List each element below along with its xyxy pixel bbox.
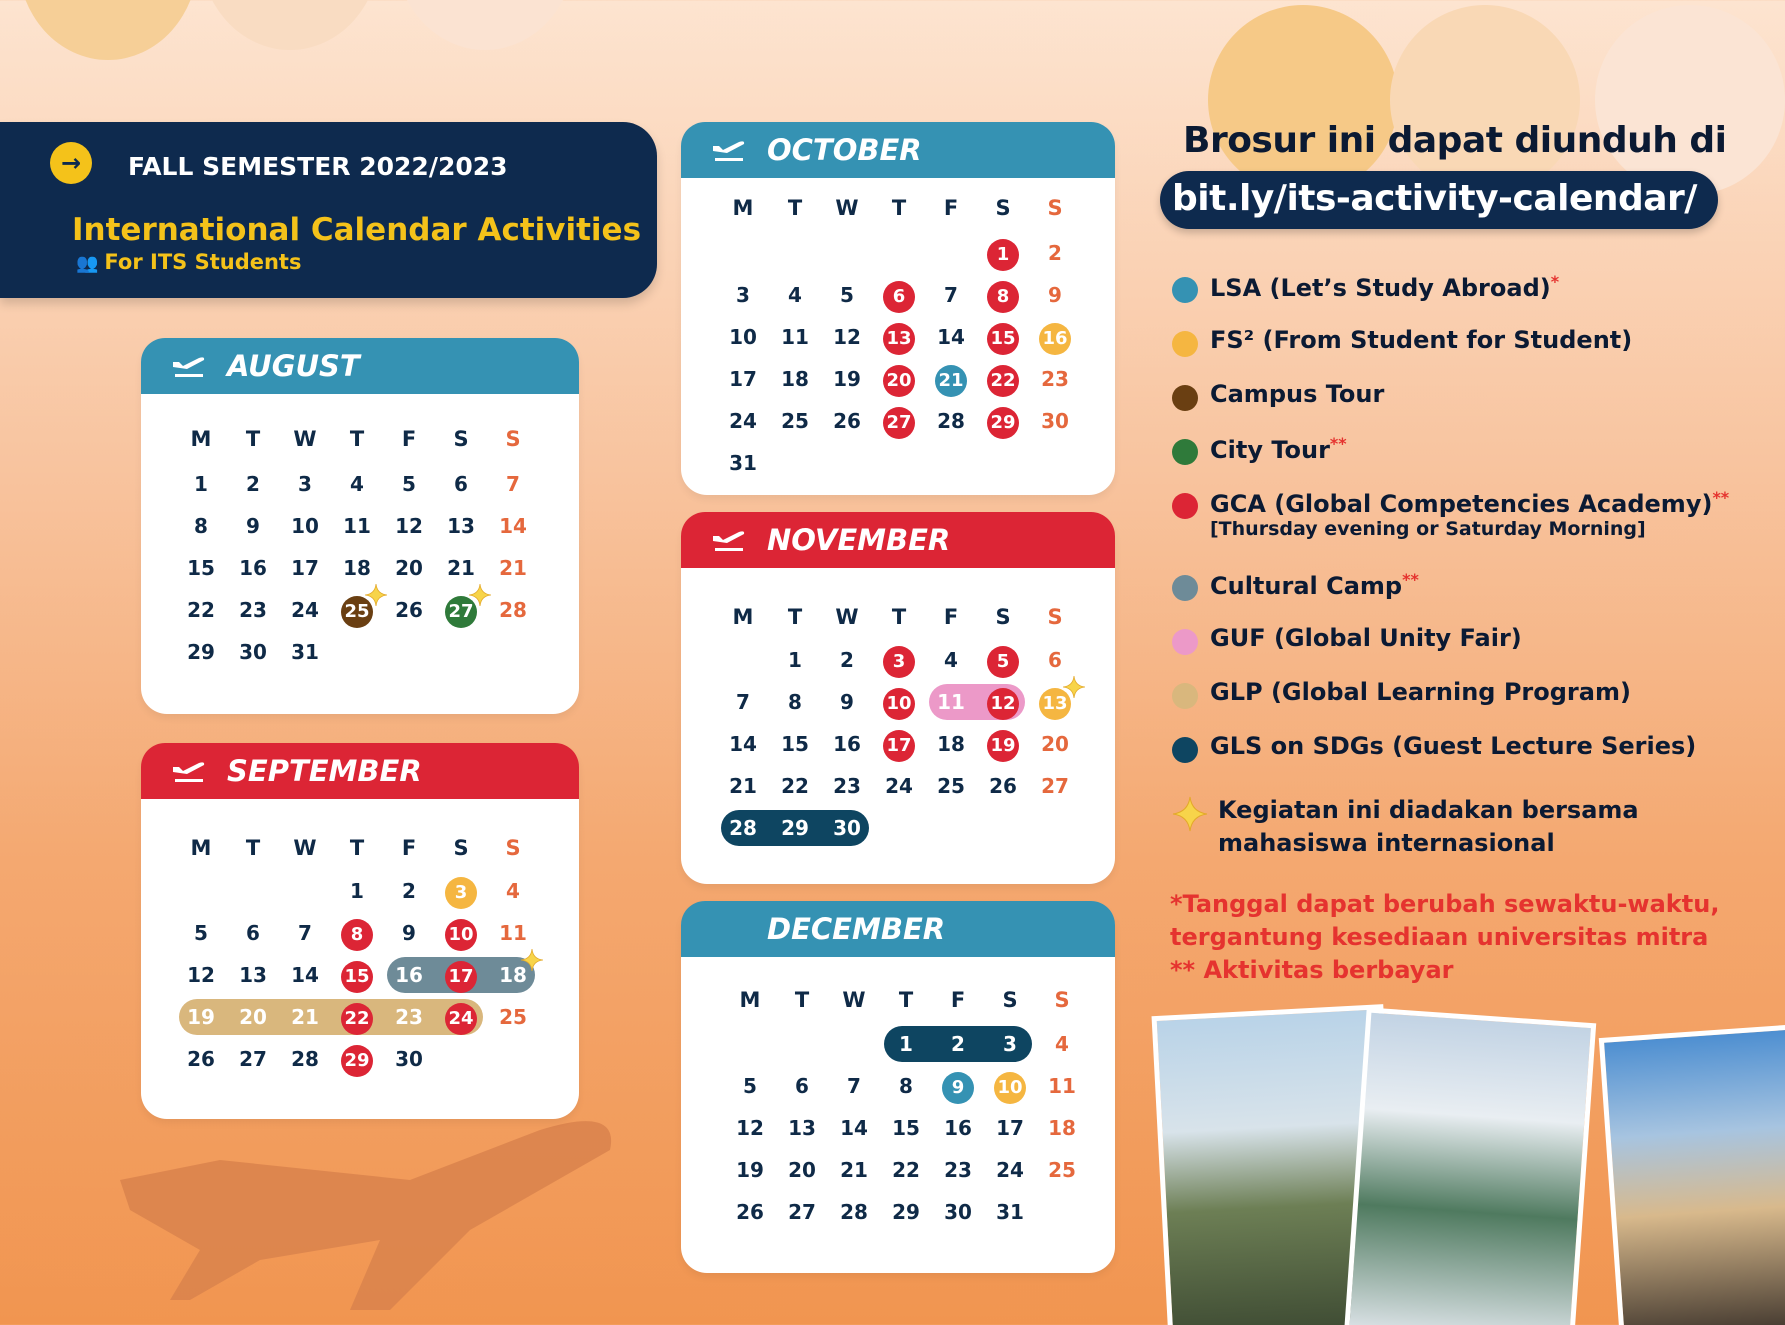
calendar-day: 28 xyxy=(840,1200,868,1224)
calendar-day: 2 xyxy=(951,1032,965,1056)
weekday-label: S xyxy=(453,427,469,451)
calendar-day: 16 xyxy=(239,556,267,580)
calendar-december xyxy=(681,901,1115,1273)
calendar-day: 12 xyxy=(833,325,861,349)
month-name: AUGUST xyxy=(227,349,360,383)
calendar-day: 5 xyxy=(402,472,416,496)
legend-color-dot xyxy=(1172,683,1198,709)
weekday-label: W xyxy=(835,196,859,220)
calendar-day: 11 xyxy=(1048,1074,1076,1098)
photo-snow-tree xyxy=(1344,1007,1596,1325)
sparkle-star-icon xyxy=(1172,796,1208,832)
weekday-label: F xyxy=(950,988,966,1012)
calendar-day: 8 xyxy=(194,514,208,538)
legend-subtext: [Thursday evening or Saturday Morning] xyxy=(1210,518,1646,540)
calendar-day: 6 xyxy=(1048,648,1062,672)
weekday-label: M xyxy=(732,196,754,220)
disclaimer-line: *Tanggal dapat berubah sewaktu-waktu, xyxy=(1170,890,1720,918)
weekday-label: T xyxy=(787,605,803,629)
weekday-label: S xyxy=(505,427,521,451)
calendar-day: 2 xyxy=(840,648,854,672)
day-badge: 29 xyxy=(341,1045,373,1077)
calendar-day: 18 xyxy=(499,963,527,987)
calendar-day: 13 xyxy=(447,514,475,538)
day-badge: 22 xyxy=(341,1003,373,1035)
calendar-day xyxy=(332,1039,382,1079)
calendar-day: 27 xyxy=(1041,774,1069,798)
calendar-day: 20 xyxy=(788,1158,816,1182)
calendar-day: 9 xyxy=(246,514,260,538)
legend-footnote-mark: ** xyxy=(1329,434,1347,453)
calendar-day xyxy=(332,955,382,995)
weekday-label: T xyxy=(245,427,261,451)
legend-color-dot xyxy=(1172,439,1198,465)
calendar-day: 22 xyxy=(892,1158,920,1182)
day-badge: 19 xyxy=(987,730,1019,762)
header-subtitle-row xyxy=(76,250,301,274)
legend-label xyxy=(1210,624,1522,652)
decor-circle xyxy=(395,0,575,50)
weekday-label: S xyxy=(1047,605,1063,629)
calendar-day: 4 xyxy=(506,879,520,903)
weekday-label: T xyxy=(794,988,810,1012)
calendar-day: 22 xyxy=(187,598,215,622)
calendar-day xyxy=(926,359,976,399)
calendar-day: 1 xyxy=(194,472,208,496)
calendar-day: 12 xyxy=(736,1116,764,1140)
day-badge: 8 xyxy=(341,919,373,951)
calendar-day: 29 xyxy=(781,816,809,840)
calendar-day: 14 xyxy=(729,732,757,756)
day-badge: 29 xyxy=(987,407,1019,439)
calendar-day: 28 xyxy=(729,816,757,840)
calendar-day: 9 xyxy=(840,690,854,714)
day-badge: 9 xyxy=(942,1072,974,1104)
calendar-day xyxy=(874,640,924,680)
calendar-day: 11 xyxy=(937,690,965,714)
calendar-day: 30 xyxy=(1041,409,1069,433)
calendar-day: 2 xyxy=(246,472,260,496)
calendar-day: 28 xyxy=(291,1047,319,1071)
calendar-day: 20 xyxy=(1041,732,1069,756)
weekday-label: T xyxy=(898,988,914,1012)
calendar-day: 24 xyxy=(885,774,913,798)
day-badge: 27 xyxy=(883,407,915,439)
calendar-day xyxy=(933,1066,983,1106)
calendar-october xyxy=(681,122,1115,495)
calendar-day: 7 xyxy=(506,472,520,496)
calendar-day: 1 xyxy=(788,648,802,672)
airplane-icon xyxy=(171,757,207,783)
calendar-day: 21 xyxy=(840,1158,868,1182)
calendar-day: 6 xyxy=(454,472,468,496)
calendar-day: 12 xyxy=(187,963,215,987)
weekday-label: T xyxy=(891,196,907,220)
calendar-day: 14 xyxy=(499,514,527,538)
weekday-label: T xyxy=(349,836,365,860)
calendar-day: 5 xyxy=(194,921,208,945)
legend-text: City Tour xyxy=(1210,436,1330,464)
calendar-day: 22 xyxy=(781,774,809,798)
weekday-label: S xyxy=(1054,988,1070,1012)
calendar-day: 24 xyxy=(996,1158,1024,1182)
calendar-day xyxy=(874,275,924,315)
download-link[interactable]: bit.ly/its-activity-calendar/ xyxy=(1160,171,1718,229)
day-badge: 6 xyxy=(883,281,915,313)
calendar-day: 4 xyxy=(788,283,802,307)
calendar-day: 9 xyxy=(1048,283,1062,307)
month-header xyxy=(681,122,1115,178)
legend-color-dot xyxy=(1172,737,1198,763)
legend-footnote-mark: * xyxy=(1550,272,1560,291)
calendar-day: 25 xyxy=(781,409,809,433)
calendar-day: 26 xyxy=(989,774,1017,798)
calendar-day: 20 xyxy=(239,1005,267,1029)
weekday-label: M xyxy=(190,836,212,860)
calendar-day: 4 xyxy=(1055,1032,1069,1056)
day-badge: 12 xyxy=(987,688,1019,720)
calendar-november xyxy=(681,512,1115,884)
weekday-label: W xyxy=(835,605,859,629)
calendar-day: 18 xyxy=(781,367,809,391)
legend-label xyxy=(1210,488,1729,518)
calendar-day xyxy=(874,724,924,764)
calendar-day: 8 xyxy=(899,1074,913,1098)
calendar-day: 24 xyxy=(291,598,319,622)
international-note xyxy=(1218,794,1639,860)
calendar-day: 16 xyxy=(944,1116,972,1140)
calendar-day: 7 xyxy=(298,921,312,945)
calendar-day: 6 xyxy=(246,921,260,945)
calendar-day xyxy=(978,640,1028,680)
calendar-day: 30 xyxy=(833,816,861,840)
calendar-day: 4 xyxy=(944,648,958,672)
weekday-label: M xyxy=(190,427,212,451)
decor-circle xyxy=(1208,5,1398,195)
calendar-day xyxy=(874,401,924,441)
sparkle-star-icon xyxy=(365,584,387,606)
weekday-label: T xyxy=(787,196,803,220)
month-header xyxy=(141,743,579,799)
legend-label xyxy=(1210,732,1696,760)
airplane-silhouette xyxy=(110,1120,630,1320)
calendar-day xyxy=(332,913,382,953)
calendar-day: 11 xyxy=(343,514,371,538)
legend-color-dot xyxy=(1172,493,1198,519)
calendar-day xyxy=(978,275,1028,315)
weekday-label: F xyxy=(943,605,959,629)
airplane-icon xyxy=(171,352,207,378)
calendar-day: 13 xyxy=(788,1116,816,1140)
calendar-day xyxy=(985,1066,1035,1106)
decor-circle xyxy=(200,0,380,50)
decor-circle xyxy=(1390,5,1580,195)
disclaimer xyxy=(1170,888,1719,987)
calendar-day xyxy=(436,871,486,911)
calendar-day: 3 xyxy=(298,472,312,496)
calendar-day: 26 xyxy=(833,409,861,433)
day-badge: 16 xyxy=(1039,323,1071,355)
calendar-day xyxy=(874,359,924,399)
month-header xyxy=(681,901,1115,957)
calendar-day: 14 xyxy=(840,1116,868,1140)
calendar-day: 2 xyxy=(402,879,416,903)
legend-text: LSA (Let’s Study Abroad) xyxy=(1210,274,1551,302)
legend-text: Cultural Camp xyxy=(1210,572,1403,600)
calendar-day: 10 xyxy=(291,514,319,538)
calendar-day: 28 xyxy=(937,409,965,433)
weekday-label: F xyxy=(401,427,417,451)
calendar-day: 18 xyxy=(343,556,371,580)
sparkle-star-icon xyxy=(469,584,491,606)
calendar-day: 11 xyxy=(499,921,527,945)
weekday-label: T xyxy=(891,605,907,629)
decor-circle xyxy=(1595,5,1785,195)
calendar-day: 15 xyxy=(892,1116,920,1140)
calendar-day xyxy=(978,317,1028,357)
legend-color-dot xyxy=(1172,385,1198,411)
weekday-label: T xyxy=(245,836,261,860)
calendar-day: 23 xyxy=(1041,367,1069,391)
weekday-label: S xyxy=(1002,988,1018,1012)
day-badge: 3 xyxy=(445,877,477,909)
calendar-day xyxy=(978,233,1028,273)
calendar-day: 31 xyxy=(996,1200,1024,1224)
calendar-day: 19 xyxy=(187,1005,215,1029)
note-line: Kegiatan ini diadakan bersama xyxy=(1218,796,1639,824)
month-header xyxy=(681,512,1115,568)
calendar-day: 19 xyxy=(833,367,861,391)
calendar-day: 19 xyxy=(736,1158,764,1182)
month-header xyxy=(141,338,579,394)
calendar-day: 18 xyxy=(937,732,965,756)
calendar-day: 27 xyxy=(788,1200,816,1224)
calendar-day xyxy=(436,997,486,1037)
weekday-label: S xyxy=(1047,196,1063,220)
calendar-day: 24 xyxy=(729,409,757,433)
calendar-day: 16 xyxy=(833,732,861,756)
calendar-day: 23 xyxy=(239,598,267,622)
disclaimer-line: ** Aktivitas berbayar xyxy=(1170,956,1454,984)
day-badge: 10 xyxy=(883,688,915,720)
calendar-day: 25 xyxy=(937,774,965,798)
calendar-day: 16 xyxy=(395,963,423,987)
calendar-day: 6 xyxy=(795,1074,809,1098)
legend-label xyxy=(1210,678,1631,706)
semester-header-card xyxy=(0,122,657,298)
calendar-day xyxy=(332,997,382,1037)
photo-cathedral xyxy=(1599,1023,1785,1325)
airplane-icon xyxy=(711,136,747,162)
month-name: OCTOBER xyxy=(767,133,922,167)
calendar-day: 7 xyxy=(736,690,750,714)
legend-text: GLP (Global Learning Program) xyxy=(1210,678,1631,706)
calendar-day: 14 xyxy=(291,963,319,987)
legend-color-dot xyxy=(1172,629,1198,655)
calendar-day: 30 xyxy=(944,1200,972,1224)
legend-footnote-mark: ** xyxy=(1712,488,1730,507)
day-badge: 15 xyxy=(987,323,1019,355)
weekday-label: F xyxy=(943,196,959,220)
legend-color-dot xyxy=(1172,277,1198,303)
weekday-label: S xyxy=(995,196,1011,220)
legend-label xyxy=(1210,434,1347,464)
calendar-day: 23 xyxy=(944,1158,972,1182)
month-name: SEPTEMBER xyxy=(227,754,422,788)
calendar-day: 21 xyxy=(729,774,757,798)
day-badge: 10 xyxy=(445,919,477,951)
day-badge: 22 xyxy=(987,365,1019,397)
calendar-day: 3 xyxy=(736,283,750,307)
legend-color-dot xyxy=(1172,575,1198,601)
calendar-day: 1 xyxy=(899,1032,913,1056)
calendar-day: 21 xyxy=(499,556,527,580)
calendar-day: 21 xyxy=(291,1005,319,1029)
calendar-day: 25 xyxy=(1048,1158,1076,1182)
legend-text: Campus Tour xyxy=(1210,380,1385,408)
day-badge: 10 xyxy=(994,1072,1026,1104)
legend-text: GLS on SDGs (Guest Lecture Series) xyxy=(1210,732,1697,760)
calendar-day: 7 xyxy=(847,1074,861,1098)
calendar-day: 23 xyxy=(833,774,861,798)
calendar-day xyxy=(436,913,486,953)
calendar-day: 7 xyxy=(944,283,958,307)
calendar-day: 26 xyxy=(736,1200,764,1224)
month-name: DECEMBER xyxy=(767,912,946,946)
weekday-label: S xyxy=(505,836,521,860)
day-badge: 3 xyxy=(883,646,915,678)
decor-circle xyxy=(18,0,198,60)
people-icon: 👥 xyxy=(76,253,99,274)
day-badge: 27 xyxy=(445,596,477,628)
calendar-day: 11 xyxy=(781,325,809,349)
calendar-day: 3 xyxy=(1003,1032,1017,1056)
legend-label xyxy=(1210,272,1559,302)
weekday-label: S xyxy=(453,836,469,860)
calendar-day xyxy=(978,401,1028,441)
calendar-day: 18 xyxy=(1048,1116,1076,1140)
calendar-day: 31 xyxy=(291,640,319,664)
calendar-day: 29 xyxy=(892,1200,920,1224)
legend-label xyxy=(1210,380,1384,408)
calendar-day: 2 xyxy=(1048,241,1062,265)
calendar-day: 5 xyxy=(840,283,854,307)
day-badge: 20 xyxy=(883,365,915,397)
download-title: Brosur ini dapat diunduh di xyxy=(1183,120,1727,161)
calendar-day: 27 xyxy=(239,1047,267,1071)
airplane-icon xyxy=(711,526,747,552)
calendar-day: 10 xyxy=(729,325,757,349)
legend-label xyxy=(1210,570,1419,600)
calendar-day: 17 xyxy=(996,1116,1024,1140)
day-badge: 25 xyxy=(341,596,373,628)
weekday-label: M xyxy=(739,988,761,1012)
calendar-day xyxy=(978,359,1028,399)
note-line: mahasiswa internasional xyxy=(1218,829,1555,857)
calendar-day: 15 xyxy=(781,732,809,756)
legend-text: GUF (Global Unity Fair) xyxy=(1210,624,1522,652)
calendar-day: 30 xyxy=(239,640,267,664)
calendar-day: 15 xyxy=(187,556,215,580)
calendar-day: 13 xyxy=(239,963,267,987)
legend-text: FS² (From Student for Student) xyxy=(1210,326,1633,354)
calendar-day: 17 xyxy=(291,556,319,580)
day-badge: 13 xyxy=(1039,688,1071,720)
calendar-day: 17 xyxy=(729,367,757,391)
disclaimer-line: tergantung kesediaan universitas mitra xyxy=(1170,923,1709,951)
sparkle-star-icon xyxy=(1063,676,1085,698)
calendar-day: 20 xyxy=(395,556,423,580)
calendar-day: 28 xyxy=(499,598,527,622)
calendar-day: 23 xyxy=(395,1005,423,1029)
calendar-day: 1 xyxy=(350,879,364,903)
calendar-day: 4 xyxy=(350,472,364,496)
header-subtitle: For ITS Students xyxy=(104,250,302,274)
calendar-day: 8 xyxy=(788,690,802,714)
calendar-day: 9 xyxy=(402,921,416,945)
calendar-day xyxy=(978,724,1028,764)
weekday-label: T xyxy=(349,427,365,451)
calendar-day: 25 xyxy=(499,1005,527,1029)
day-badge: 24 xyxy=(445,1003,477,1035)
calendar-day: 21 xyxy=(447,556,475,580)
calendar-september xyxy=(141,743,579,1119)
calendar-day: 31 xyxy=(729,451,757,475)
calendar-day: 26 xyxy=(395,598,423,622)
calendar-day: 14 xyxy=(937,325,965,349)
calendar-august xyxy=(141,338,579,714)
day-badge: 21 xyxy=(935,365,967,397)
day-badge: 15 xyxy=(341,961,373,993)
legend-text: GCA (Global Competencies Academy) xyxy=(1210,490,1713,518)
calendar-day: 5 xyxy=(743,1074,757,1098)
header-title: International Calendar Activities xyxy=(72,212,642,248)
weekday-label: M xyxy=(732,605,754,629)
day-badge: 17 xyxy=(883,730,915,762)
legend-color-dot xyxy=(1172,331,1198,357)
day-badge: 1 xyxy=(987,239,1019,271)
calendar-day xyxy=(436,955,486,995)
legend-footnote-mark: ** xyxy=(1402,570,1419,589)
weekday-label: S xyxy=(995,605,1011,629)
day-badge: 5 xyxy=(987,646,1019,678)
arrow-right-icon: → xyxy=(50,142,92,184)
semester-label: FALL SEMESTER 2022/2023 xyxy=(128,152,508,181)
weekday-label: W xyxy=(293,427,317,451)
day-badge: 17 xyxy=(445,961,477,993)
calendar-day xyxy=(874,682,924,722)
calendar-day xyxy=(1030,317,1080,357)
calendar-day: 30 xyxy=(395,1047,423,1071)
calendar-day: 29 xyxy=(187,640,215,664)
calendar-day: 26 xyxy=(187,1047,215,1071)
day-badge: 8 xyxy=(987,281,1019,313)
calendar-day: 12 xyxy=(395,514,423,538)
day-badge: 13 xyxy=(883,323,915,355)
month-name: NOVEMBER xyxy=(767,523,951,557)
sparkle-star-icon xyxy=(521,949,543,971)
weekday-label: W xyxy=(293,836,317,860)
weekday-label: W xyxy=(842,988,866,1012)
weekday-label: F xyxy=(401,836,417,860)
calendar-day xyxy=(874,317,924,357)
legend-label xyxy=(1210,326,1632,354)
calendar-day xyxy=(978,682,1028,722)
